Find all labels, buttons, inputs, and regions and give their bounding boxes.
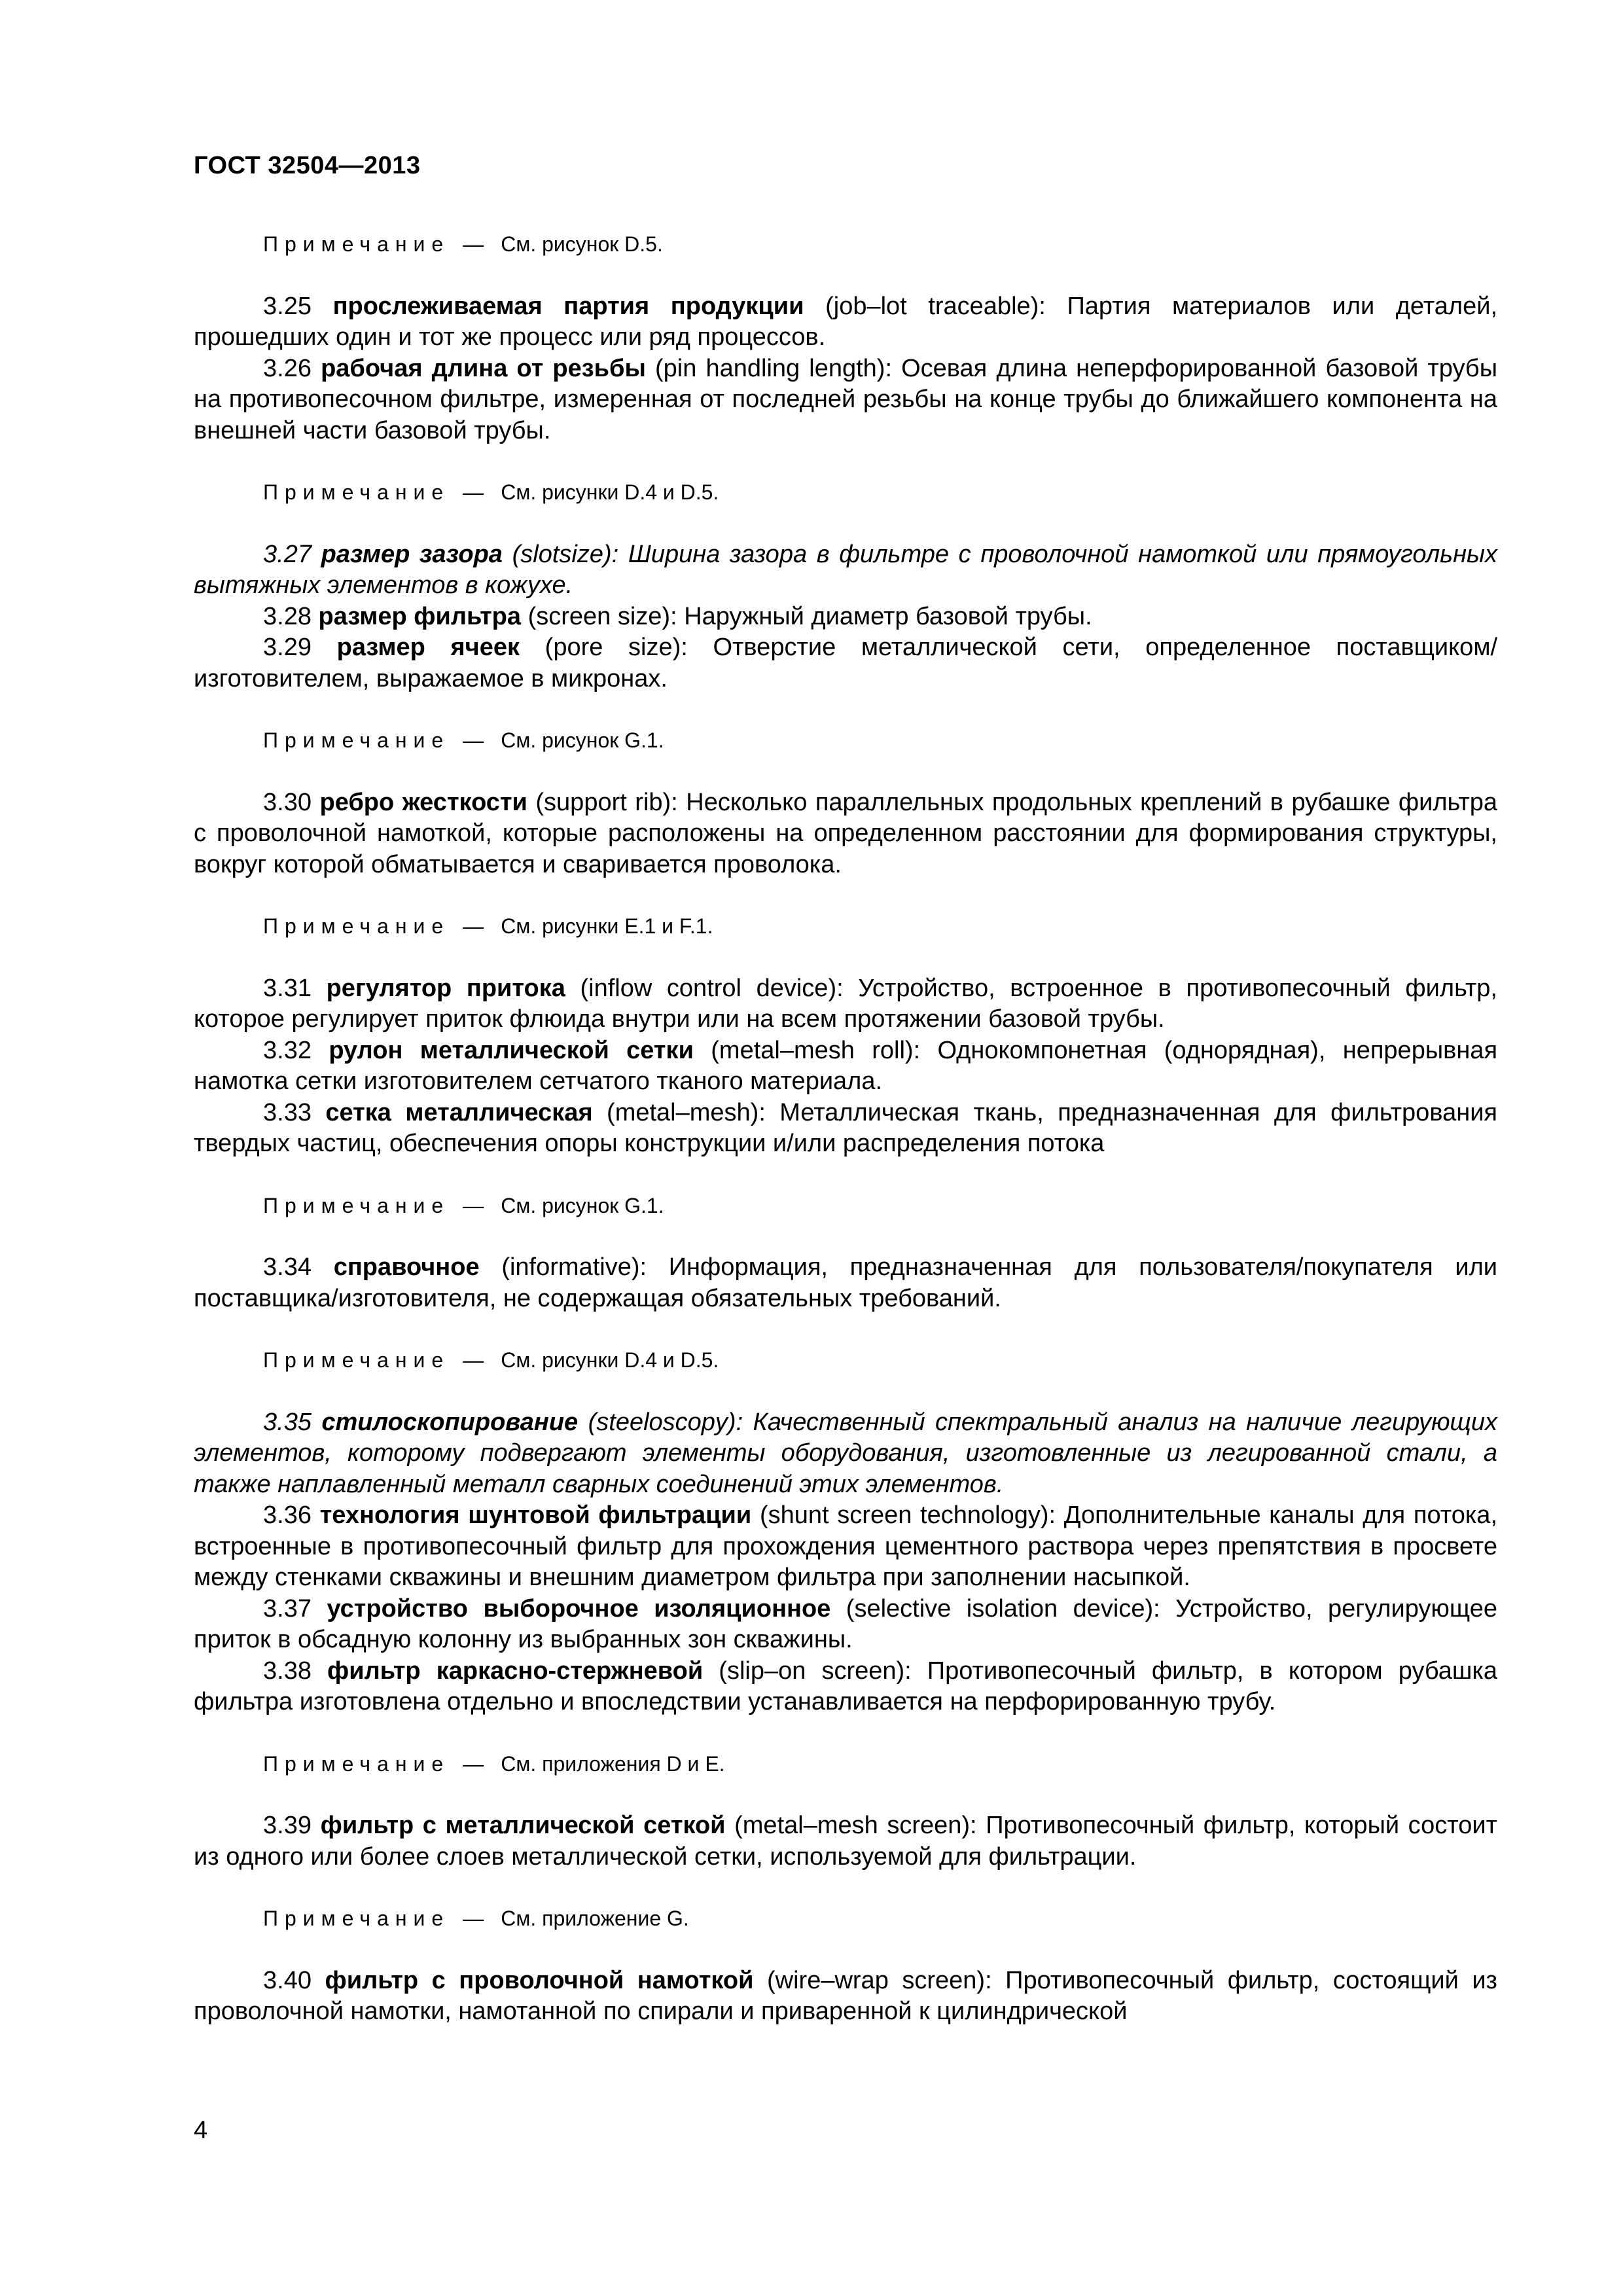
note-label: Примечание <box>263 728 450 752</box>
note <box>194 1903 1497 1935</box>
term-description: (steeloscopy): Качественный спектральный анализ на наличие легирующих элементов, которому подвергают элементы оборудования, изготовленные из легированной стали, а также наплавленный металл сварных соединений этих элементов. <box>194 1408 1497 1498</box>
term-description: (wire–wrap screen): Противопесочный фильтр, состоящий из проволочной намотки, намотанной по спирали и приваренной к цилиндрической <box>194 1966 1497 2025</box>
note-dash: — <box>463 914 484 938</box>
term-name: размер зазора <box>321 540 503 568</box>
term-definition <box>194 539 1497 601</box>
note <box>194 1191 1497 1222</box>
term-description: (metal–mesh): Металлическая ткань, предназначенная для фильтрования твердых частиц, обеспечения опоры конструкции и/или распределения потока <box>194 1098 1498 1157</box>
term-description: (selective isolation device): Устройство, регулирующее приток в обсадную колонну из выбранных зон скважины. <box>194 1594 1498 1653</box>
term-description: (screen size): Наружный диаметр базовой трубы. <box>521 602 1092 630</box>
term-name: размер фильтра <box>318 602 522 630</box>
term-description: (shunt screen technology): Дополнительные каналы для потока, встроенные в противопесочный фильтр для прохождения цементного раствора через препятствия в просвете между стенками скважины и внешним диаметром фильтра при заполнении насыпкой. <box>194 1501 1497 1591</box>
note-text: См. приложения D и E. <box>501 1751 725 1776</box>
term-description: (informative): Информация, предназначенная для пользователя/покупателя или поставщика/изготовителя, не содержащая обязательных требований. <box>194 1253 1497 1312</box>
term-description: (metal–mesh roll): Однокомпонетная (однорядная), непрерывная намотка сетки изготовителем сетчатого тканого материала. <box>194 1036 1498 1095</box>
term-number: 3.26 <box>263 354 312 382</box>
page-number: 4 <box>194 2117 208 2144</box>
term-definition <box>194 1594 1497 1656</box>
term-number: 3.40 <box>263 1966 312 1994</box>
note-text: См. рисунки D.4 и D.5. <box>501 480 719 504</box>
term-number: 3.29 <box>263 634 312 661</box>
term-number: 3.38 <box>263 1657 312 1685</box>
term-definition <box>194 973 1497 1035</box>
term-definition <box>194 1035 1497 1098</box>
term-definition <box>194 1098 1497 1160</box>
term-number: 3.36 <box>263 1501 312 1529</box>
note-label: Примечание <box>263 1348 450 1372</box>
term-description: (slip–on screen): Противопесочный фильтр, в котором рубашка фильтра изготовлена отдельно и впоследствии устанавливается на перфорированную трубу. <box>194 1657 1497 1715</box>
term-definition <box>194 787 1497 881</box>
term-definition <box>194 1500 1497 1594</box>
note <box>194 1345 1497 1376</box>
term-definition <box>194 1965 1497 2028</box>
note-dash: — <box>463 1348 484 1372</box>
term-description: (job–lot traceable): Партия материалов или деталей, прошедших один и тот же процесс или ряд процессов. <box>194 292 1498 351</box>
term-name: фильтр каркасно-стержневой <box>327 1657 704 1685</box>
note <box>194 1749 1497 1780</box>
term-name: размер ячеек <box>336 634 520 661</box>
document-header: ГОСТ 32504—2013 <box>194 152 421 179</box>
term-number: 3.30 <box>263 788 312 816</box>
term-name: справочное <box>333 1253 480 1281</box>
term-definition <box>194 1810 1497 1873</box>
term-definition <box>194 632 1497 694</box>
term-description: (pore size): Отверстие металлической сети, определенное поставщиком/изготовителем, выражаемое в микронах. <box>194 634 1498 692</box>
term-definition <box>194 353 1497 447</box>
term-name: рабочая длина от резьбы <box>321 354 646 382</box>
term-definition <box>194 291 1497 353</box>
term-number: 3.39 <box>263 1812 312 1839</box>
note-label: Примечание <box>263 1751 450 1776</box>
note-text: См. рисунки E.1 и F.1. <box>501 914 713 938</box>
note-text: См. рисунки D.4 и D.5. <box>501 1348 719 1372</box>
term-description: (metal–mesh screen): Противопесочный фильтр, который состоит из одного или более слоев металлической сетки, используемой для фильтрации. <box>194 1812 1497 1871</box>
term-description: (slotsize): Ширина зазора в фильтре с проволочной намоткой или прямоугольных вытяжных элементов в кожухе. <box>194 540 1498 599</box>
term-name: прослеживаемая партия продукции <box>332 292 804 320</box>
note <box>194 477 1497 509</box>
note <box>194 229 1497 260</box>
term-name: фильтр с металлической сеткой <box>320 1812 726 1839</box>
term-number: 3.28 <box>263 602 312 630</box>
note-text: См. рисунок G.1. <box>501 728 664 752</box>
term-name: технология шунтовой фильтрации <box>319 1501 752 1529</box>
note-label: Примечание <box>263 232 450 256</box>
term-name: устройство выборочное изоляционное <box>327 1594 831 1623</box>
note-dash: — <box>463 232 484 256</box>
term-number: 3.34 <box>263 1253 312 1281</box>
term-description: (pin handling length): Осевая длина неперфорированной базовой трубы на противопесочном фильтре, измеренная от последней резьбы на конце трубы до ближайшего компонента на внешней части базовой трубы. <box>194 354 1498 444</box>
note-label: Примечание <box>263 1193 450 1217</box>
term-name: ребро жесткости <box>319 788 527 816</box>
note <box>194 725 1497 757</box>
note-text: См. рисунок D.5. <box>501 232 663 256</box>
note-label: Примечание <box>263 480 450 504</box>
term-definition <box>194 601 1497 633</box>
term-number: 3.32 <box>263 1036 312 1064</box>
note-dash: — <box>463 480 484 504</box>
term-number: 3.25 <box>263 292 312 320</box>
term-name: рулон металлической сетки <box>329 1036 694 1064</box>
term-number: 3.31 <box>263 974 312 1002</box>
term-number: 3.37 <box>263 1594 312 1623</box>
note-dash: — <box>463 1193 484 1217</box>
note-dash: — <box>463 728 484 752</box>
term-name: стилоскопирование <box>321 1408 579 1436</box>
note-dash: — <box>463 1751 484 1776</box>
term-number: 3.33 <box>263 1098 312 1126</box>
note <box>194 911 1497 942</box>
term-name: сетка металлическая <box>325 1098 593 1126</box>
term-number: 3.27 <box>263 540 312 568</box>
term-name: фильтр с проволочной намоткой <box>325 1966 754 1994</box>
term-definition <box>194 1656 1497 1718</box>
note-dash: — <box>463 1907 484 1930</box>
note-text: См. рисунок G.1. <box>501 1193 664 1217</box>
note-label: Примечание <box>263 914 450 938</box>
note-text: См. приложение G. <box>501 1907 689 1930</box>
term-definition <box>194 1407 1497 1501</box>
term-description: (support rib): Несколько параллельных продольных креплений в рубашке фильтра с проволочной намоткой, которые расположены на определенном расстоянии для формирования структуры, вокруг которой обматывается и сваривается проволока. <box>194 788 1498 878</box>
term-description: (inflow control device): Устройство, встроенное в противопесочный фильтр, которое регулирует приток флюида внутри или на всем протяжении базовой трубы. <box>194 974 1497 1033</box>
term-name: регулятор притока <box>326 974 565 1002</box>
term-definition <box>194 1252 1497 1314</box>
document-body <box>194 229 1497 2028</box>
note-label: Примечание <box>263 1907 450 1930</box>
term-number: 3.35 <box>263 1408 312 1436</box>
